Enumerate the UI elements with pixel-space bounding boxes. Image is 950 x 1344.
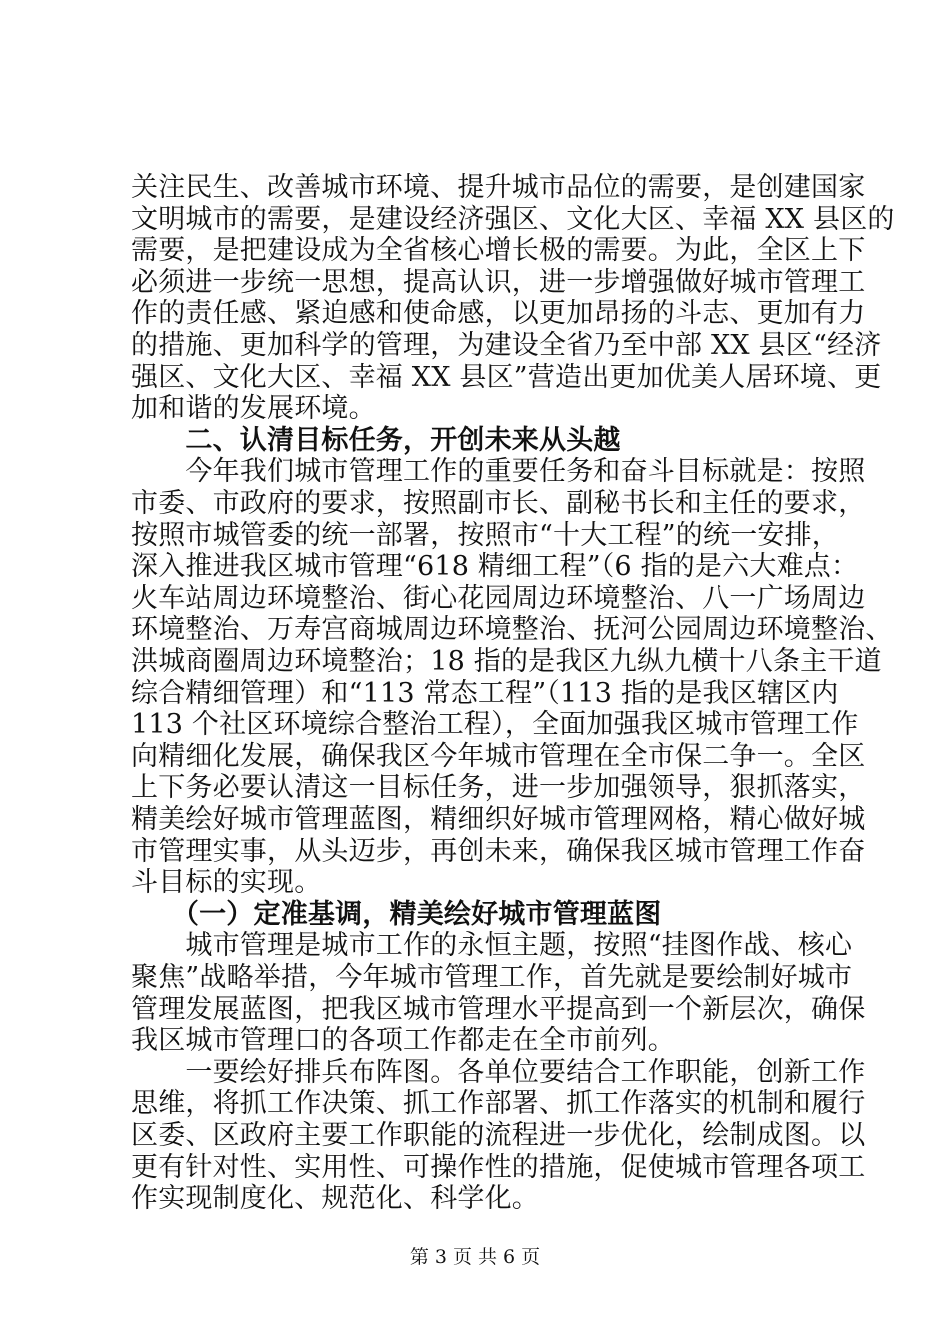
- body-text-line: 管理发展蓝图，把我区城市管理水平提高到一个新层次，确保: [131, 993, 866, 1025]
- body-text-line: 113 个社区环境综合整治工程），全面加强我区城市管理工作: [131, 709, 859, 741]
- body-text-line: 精美绘好城市管理蓝图，精细织好城市管理网格，精心做好城: [131, 804, 866, 835]
- body-text-line: 一要绘好排兵布阵图。各单位要结合工作职能，创新工作: [131, 1056, 866, 1088]
- subsection-heading: （一）定准基调，精美绘好城市管理蓝图: [131, 898, 662, 930]
- body-text-line: 的措施、更加科学的管理，为建设全省乃至中部 XX 县区“经济: [131, 330, 882, 361]
- body-text-line: 综合精细管理）和“113 常态工程”（113 指的是我区辖区内: [131, 677, 839, 709]
- body-text-line: 深入推进我区城市管理“618 精细工程”（6 指的是六大难点：: [131, 551, 859, 583]
- body-text-line: 加和谐的发展环境。: [131, 393, 376, 425]
- body-text-line: 关注民生、改善城市环境、提升城市品位的需要，是创建国家: [131, 172, 866, 203]
- body-text-line: 今年我们城市管理工作的重要任务和奋斗目标就是：按照: [131, 456, 866, 488]
- body-text-line: 市管理实事，从头迈步，再创未来，确保我区城市管理工作奋: [131, 835, 866, 867]
- body-text-line: 聚焦”战略举措，今年城市管理工作，首先就是要绘制好城市: [131, 962, 853, 993]
- body-text-line: 强区、文化大区、幸福 XX 县区”营造出更加优美人居环境、更: [131, 361, 882, 393]
- body-text-line: 作实现制度化、规范化、科学化。: [131, 1183, 539, 1215]
- body-text-line: 市委、市政府的要求，按照副市长、副秘书长和主任的要求，: [131, 488, 866, 519]
- body-text-line: 斗目标的实现。: [131, 867, 322, 899]
- body-text-line: 上下务必要认清这一目标任务，进一步加强领导，狠抓落实，: [131, 772, 866, 804]
- body-text-line: 更有针对性、实用性、可操作性的措施，促使城市管理各项工: [131, 1151, 866, 1183]
- body-text-line: 文明城市的需要，是建设经济强区、文化大区、幸福 XX 县区的: [131, 203, 895, 235]
- body-text-line: 洪城商圈周边环境整治；18 指的是我区九纵九横十八条主干道: [131, 646, 882, 677]
- body-text-line: 区委、区政府主要工作职能的流程进一步优化，绘制成图。以: [131, 1120, 866, 1151]
- body-text-line: 需要，是把建设成为全省核心增长极的需要。为此，全区上下: [131, 235, 866, 267]
- page-number: 第 3 页 共 6 页: [409, 1246, 541, 1268]
- body-text-line: 城市管理是城市工作的永恒主题，按照“挂图作战、核心: [131, 930, 853, 962]
- body-text-line: 按照市城管委的统一部署，按照市“十大工程”的统一安排，: [131, 519, 840, 551]
- body-text-line: 向精细化发展，确保我区今年城市管理在全市保二争一。全区: [131, 740, 866, 772]
- section-heading: 二、认清目标任务，开创未来从头越: [131, 424, 621, 456]
- body-text-line: 环境整治、万寿宫商城周边环境整治、抚河公园周边环境整治、: [131, 614, 893, 646]
- body-text-line: 必须进一步统一思想，提高认识，进一步增强做好城市管理工: [131, 266, 866, 298]
- body-text-line: 我区城市管理口的各项工作都走在全市前列。: [131, 1025, 675, 1057]
- body-text-line: 作的责任感、紧迫感和使命感，以更加昂扬的斗志、更加有力: [131, 298, 866, 330]
- body-text-line: 火车站周边环境整治、街心花园周边环境整治、八一广场周边: [131, 582, 866, 614]
- body-text-line: 思维，将抓工作决策、抓工作部署、抓工作落实的机制和履行: [131, 1088, 866, 1120]
